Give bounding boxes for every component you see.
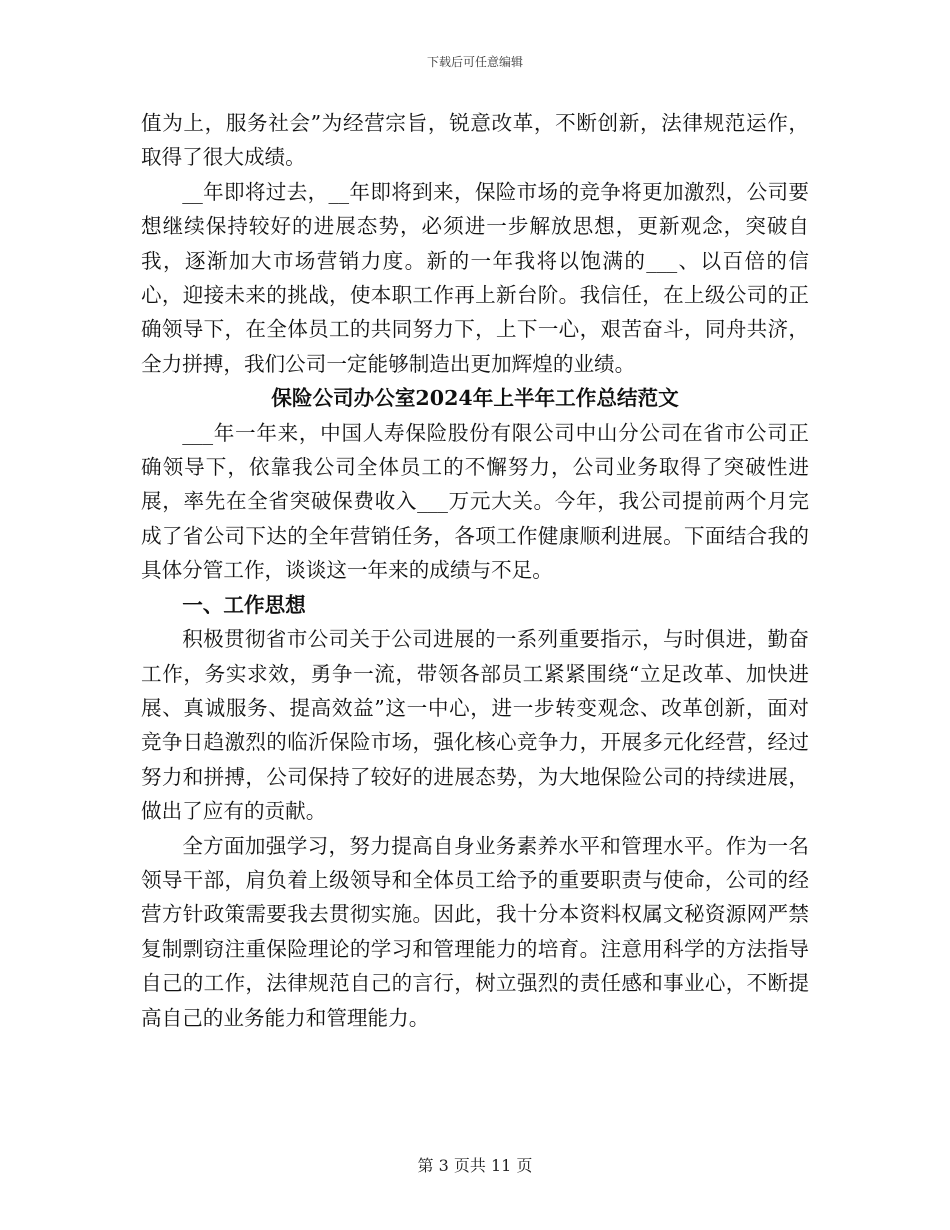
paragraph-continued: 值为上，服务社会”为经营宗旨，锐意改革，不断创新，法律规范运作，取得了很大成绩。	[141, 111, 809, 170]
heading-work-thought: 一、工作思想	[182, 592, 306, 617]
paragraph-future-outlook: __年即将过去，__年即将到来，保险市场的竞争将更加激烈，公司要想继续保持较好的进展态势，必须进一步解放思想，更新观念，突破自我，逐渐加大市场营销力度。新的一年我将以饱满的___、以百倍的信心，迎接未来的挑战，使本职工作再上新台阶。我信任，在上级公司的正确领导下，在全体员工的共同努力下，上下一心，艰苦奋斗，同舟共济，全力拼搏，我们公司一定能够制造出更加辉煌的业绩。	[141, 179, 809, 376]
section-title: 保险公司办公室2024年上半年工作总结范文	[271, 386, 679, 411]
page-header-note: 下载后可任意编辑	[426, 55, 523, 69]
paragraph-study: 全方面加强学习，努力提高自身业务素养水平和管理水平。作为一名领导干部，肩负着上级领导和全体员工给予的重要职责与使命，公司的经营方针政策需要我去贯彻实施。因此，我十分本资料权属文秘资源网严禁复制剽窃注重保险理论的学习和管理能力的培育。注意用科学的方法指导自己的工作，法律规范自己的言行，树立强烈的责任感和事业心，不断提高自己的业务能力和管理能力。	[141, 833, 809, 1030]
paragraph-intro: ___年一年来，中国人寿保险股份有限公司中山分公司在省市公司正确领导下，依靠我公司全体员工的不懈努力，公司业务取得了突破性进展，率先在全省突破保费收入___万元大关。今年，我公司提前两个月完成了省公司下达的全年营销任务，各项工作健康顺利进展。下面结合我的具体分管工作，谈谈这一年来的成绩与不足。	[141, 420, 809, 583]
page-number: 第 3 页共 11 页	[417, 1156, 533, 1175]
document-body	[141, 106, 809, 1035]
paragraph-work-thought: 积极贯彻省市公司关于公司进展的一系列重要指示，与时俱进，勤奋工作，务实求效，勇争一流，带领各部员工紧紧围绕“立足改革、加快进展、真诚服务、提高效益”这一中心，进一步转变观念、改革创新，面对竞争日趋激烈的临沂保险市场，强化核心竞争力，开展多元化经营，经过努力和拼搏，公司保持了较好的进展态势，为大地保险公司的持续进展，做出了应有的贡献。	[141, 627, 809, 824]
